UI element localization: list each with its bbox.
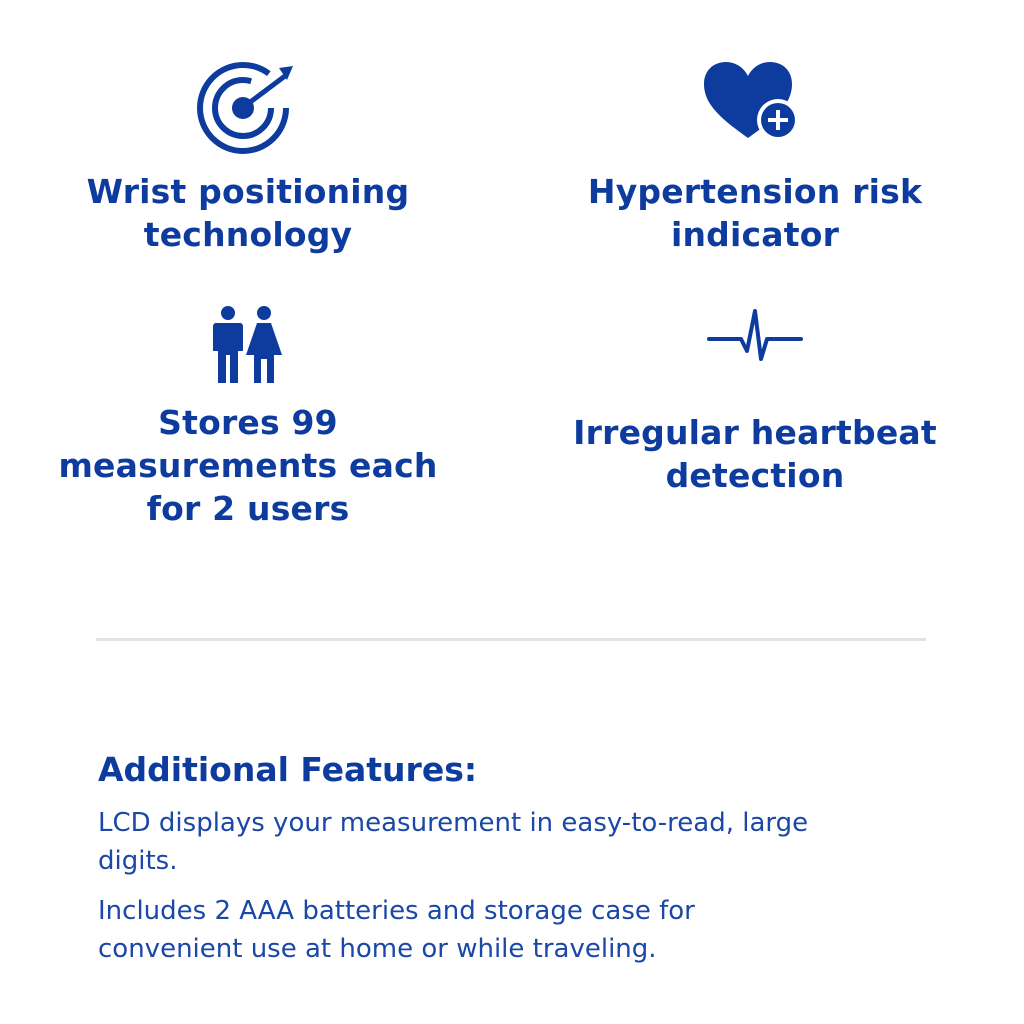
feature-label: Irregular heartbeat detection: [573, 413, 937, 495]
two-users-icon: [208, 305, 288, 385]
additional-feature-item: Includes 2 AAA batteries and storage case for convenient use at home or while traveling.: [98, 896, 695, 964]
target-icon: [193, 58, 303, 158]
heartbeat-pulse-icon: [705, 305, 805, 365]
feature-label: Wrist positioning technology: [86, 172, 410, 254]
feature-label: Hypertension risk indicator: [587, 172, 923, 254]
feature-label: Stores 99 measurements each for 2 users: [58, 403, 438, 528]
additional-features: [98, 748, 918, 968]
additional-features-heading: Additional Features:: [98, 750, 478, 789]
feature-wrist-positioning: [38, 58, 458, 256]
section-divider: [96, 638, 926, 641]
feature-two-users: [38, 305, 458, 530]
feature-hypertension-risk: [545, 58, 965, 256]
additional-feature-item: LCD displays your measurement in easy-to-read, large digits.: [98, 808, 809, 876]
feature-irregular-heartbeat: [545, 305, 965, 497]
heart-plus-icon: [700, 58, 810, 146]
